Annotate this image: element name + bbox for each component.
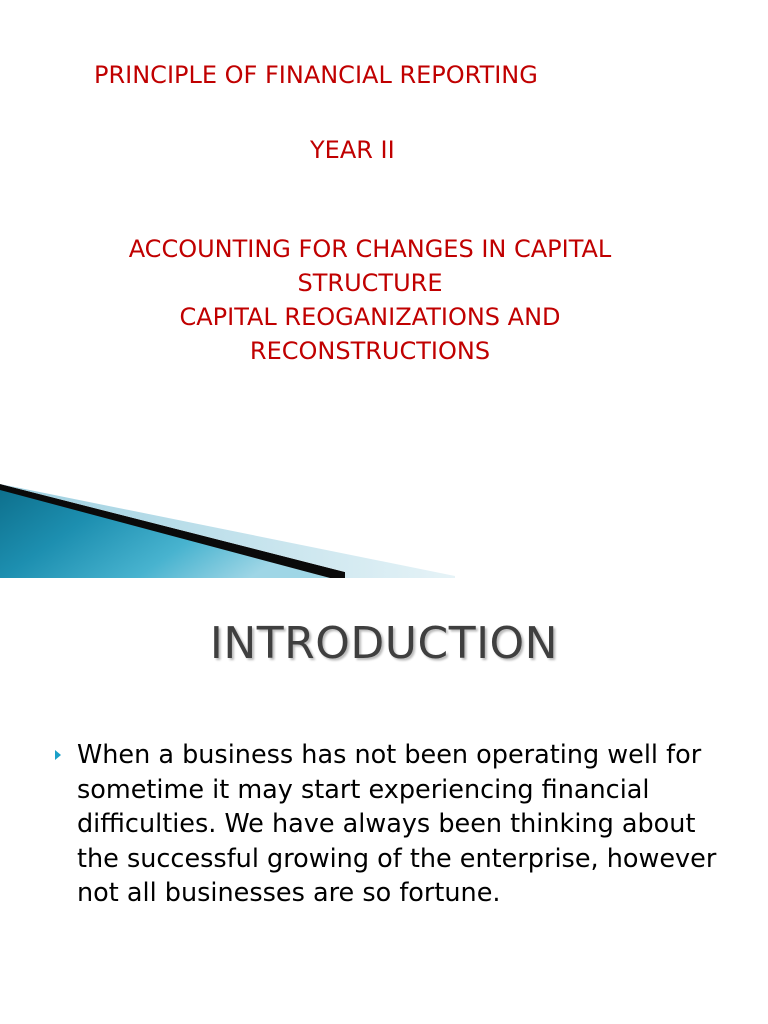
subtitle-line: RECONSTRUCTIONS — [249, 337, 491, 365]
year-label: YEAR II — [310, 136, 395, 164]
triangle-bullet-icon — [55, 750, 61, 760]
subtitle-line: STRUCTURE — [297, 269, 443, 297]
teal-swoosh-icon — [0, 470, 768, 578]
slide-heading: INTRODUCTION — [209, 618, 559, 669]
subtitle-line: CAPITAL REOGANIZATIONS AND — [179, 303, 561, 331]
subtitle-line: ACCOUNTING FOR CHANGES IN CAPITAL — [128, 235, 612, 263]
course-title: PRINCIPLE OF FINANCIAL REPORTING — [94, 61, 538, 89]
lecture-subtitle — [0, 232, 768, 368]
bullet-list — [52, 738, 742, 911]
bullet-text: When a business has not been operating well for sometime it may start experiencing financial difficulties. We have always been thinking about the successful growing of the enterprise, however not all businesses are so fortune. — [77, 740, 717, 908]
list-item — [52, 738, 742, 911]
slide-2-introduction — [0, 578, 768, 1024]
